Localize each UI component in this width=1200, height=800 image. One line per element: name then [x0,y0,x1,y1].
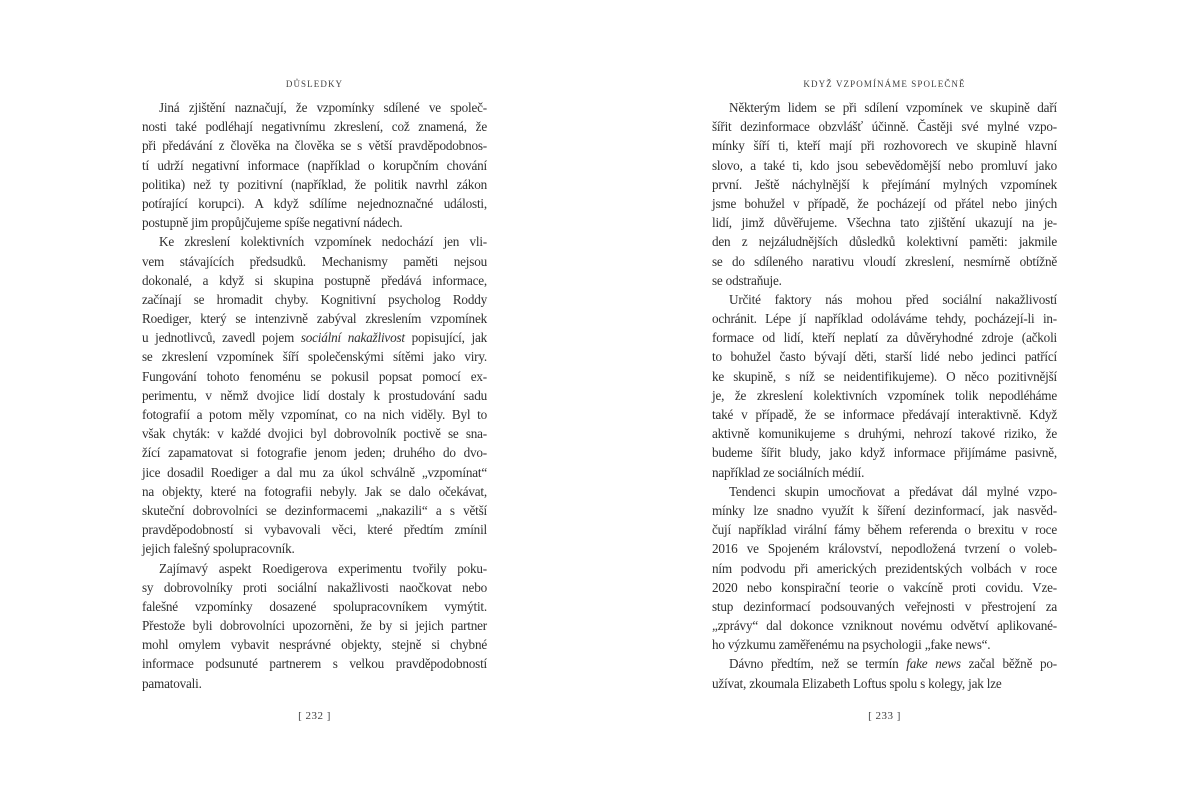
text-line: Zajímavý aspekt Roedigerova experimentu tvořily poku- [159,560,487,576]
paragraph [142,98,487,232]
text-line: aktivně komunikujeme s druhými, nehrozí takové riziko, že [712,426,1057,442]
text-column-left [142,98,487,693]
text-line: 2020 nebo konspirační teorie o vakcíně proti covidu. Vze- [712,579,1057,595]
text-line: užívat, zkoumala Elizabeth Loftus spolu s kolegy, jak lze [712,675,1002,691]
text-line: stup dezinformací podsouvaných veřejnosti v přestrojení za [712,598,1057,614]
text-line: Dávno předtím, než se termín fake news začal běžně po- [729,656,1057,672]
text-line: Přestože byli dobrovolníci upozorněni, že by si jejich partner [142,618,487,634]
paragraph [712,482,1057,655]
text-line: ochránit. Lépe jí například odoláváme tehdy, pocházejí-li in- [712,311,1057,327]
text-line: šířit dezinformace obzvlášť účinně. Častěji své mylné vzpo- [712,119,1057,135]
text-line: mínky šíří ti, kteří mají při rozhovorech ve skupině hlavní [712,138,1057,154]
text-line: pamatovali. [142,675,202,691]
text-line: je, že zkreslení kolektivních vzpomínek tolik nepodléháme [712,387,1057,403]
text-line: sy dobrovolníky proti sociální nakažlivosti naočkovat nebo [142,579,487,595]
text-line: Jiná zjištění naznačují, že vzpomínky sdílené ve společ- [159,100,487,115]
text-line: Roediger, který se intenzivně zabýval zkreslením vzpomínek [142,311,487,327]
text-line: formace od lidí, kteří neplatí za důvěryhodné zdroje (ačkoli [712,330,1057,346]
page-left [142,0,487,800]
text-column-right [712,98,1057,693]
text-line: například ze sociálních médií. [712,464,865,480]
text-line: při předávání z člověka na člověka se s větší pravděpodobnos- [142,138,487,154]
paragraph [712,98,1057,290]
text-line: jsme bohužel v případě, že pocházejí od přátel nebo jiných [712,195,1057,211]
text-line: také v případě, že se informace předávají interaktivně. Když [712,407,1057,422]
text-line: lidí, jimž důvěřujeme. Všechna tato zjištění ukazují na je- [712,215,1057,231]
text-line: Fungování tohoto fenoménu se pokusil popsat pomocí ex- [142,368,487,384]
text-line: politika) než ty pozitivní (například, že politik navrhl zákon [142,176,487,192]
text-line: Některým lidem se při sdílení vzpomínek ve skupině daří [729,100,1057,115]
text-line: však chyták: v každé dvojici byl dobrovolník poctivě se sna- [142,426,487,442]
paragraph [142,232,487,558]
text-line: mohl omylem vybavit nesprávné objekty, stejně si chybné [142,637,487,653]
page-number-right: [ 233 ] [868,710,901,722]
text-line: ke skupině, s níž se neidentifikujeme). O něco pozitivnější [712,368,1057,384]
paragraph [142,559,487,693]
running-head-left: DŮSLEDKY [285,79,344,89]
text-line: první. Ještě náchylnější k přejímání mylných vzpomínek [712,176,1057,192]
text-line: Určité faktory nás mohou před sociální nakažlivostí [729,291,1057,307]
text-line: perimentu, v němž dvojice lidí dostaly k prostudování sadu [142,387,487,403]
paragraph [712,654,1057,692]
text-line: 2016 ve Spojeném království, nepodložená tvrzení o voleb- [712,541,1057,557]
paragraph [712,290,1057,482]
page-number-left: [ 232 ] [298,710,331,722]
text-line: nosti také podléhají negativnímu zkreslení, což znamená, že [142,119,487,135]
text-line: pravděpodobností si vybavovali věci, které předtím zmínil [142,522,487,538]
text-line: tí udrží negativní informace (například o korupčním chování [142,157,487,173]
text-line: fotografií a potom měly vzpomínat, co na nich viděly. Byl to [142,407,487,422]
text-line: u jednotlivců, zavedl pojem sociální nakažlivost popisující, jak [142,330,487,346]
text-line: se do sdíleného narativu vloudí zkreslení, nesmírně obtížně [712,253,1057,269]
text-line: na objekty, které na fotografii nebyly. Jak se dalo očekávat, [142,483,487,499]
text-line: čují například virální fámy během referenda o brexitu v roce [712,522,1057,538]
running-head-right: KDYŽ VZPOMÍNÁME SPOLEČNĚ [803,79,966,89]
text-line: mínky lze snadno využít k šíření dezinformací, jak nasvěd- [712,502,1057,518]
text-line: informace podsunuté partnerem s velkou pravděpodobností [142,656,487,672]
text-line: den z nejzáludnějších důsledků kolektivní paměti: jakmile [712,234,1057,250]
text-line: Tendenci skupin umocňovat a předávat dál mylné vzpo- [729,483,1057,499]
text-line: dokonalé, a když si skupina postupně předává informace, [142,272,487,288]
text-line: jice dosadil Roediger a dal mu za úkol schválně „vzpomínat“ [142,464,487,480]
text-line: slovo, a také ti, kdo jsou sebevědomější nebo promluví jako [712,157,1057,173]
text-line: ho výzkumu zaměřenému na psychologii „fake news“. [712,637,991,653]
text-line: „zprávy“ dal dokonce vzniknout novému odvětví aplikované- [712,618,1057,634]
text-line: postupně jim propůjčujeme spíše negativní nádech. [142,215,403,231]
text-line: Ke zkreslení kolektivních vzpomínek nedochází jen vli- [159,234,487,250]
text-line: skuteční dobrovolníci se dezinformacemi „nakazili“ a s větší [142,502,487,518]
text-line: ním podvodu při amerických prezidentských volbách v roce [712,560,1057,576]
text-line: potírající korupci). A když sdílíme nejednoznačné události, [142,195,487,211]
text-line: budeme šířit bludy, jako když informace přijímáme pasivně, [712,445,1057,461]
text-line: to bohužel často bývají děti, starší lidé nebo jedinci patřící [712,349,1057,365]
text-line: vem stávajících předsudků. Mechanismy paměti nejsou [142,253,487,269]
text-line: jejich falešný spolupracovník. [142,541,295,557]
text-line: se odstraňuje. [712,272,782,288]
text-line: žící zapamatovat si fotografie jenom jeden; druhého do dvo- [142,445,487,461]
page-right [712,0,1057,800]
text-line: falešné vzpomínky dosazené spolupracovníkem vymýtit. [142,598,487,614]
text-line: začínají se hromadit chyby. Kognitivní psycholog Roddy [142,291,487,307]
text-line: se zkreslení vzpomínek šíří společenskými sítěmi jako viry. [142,349,487,365]
